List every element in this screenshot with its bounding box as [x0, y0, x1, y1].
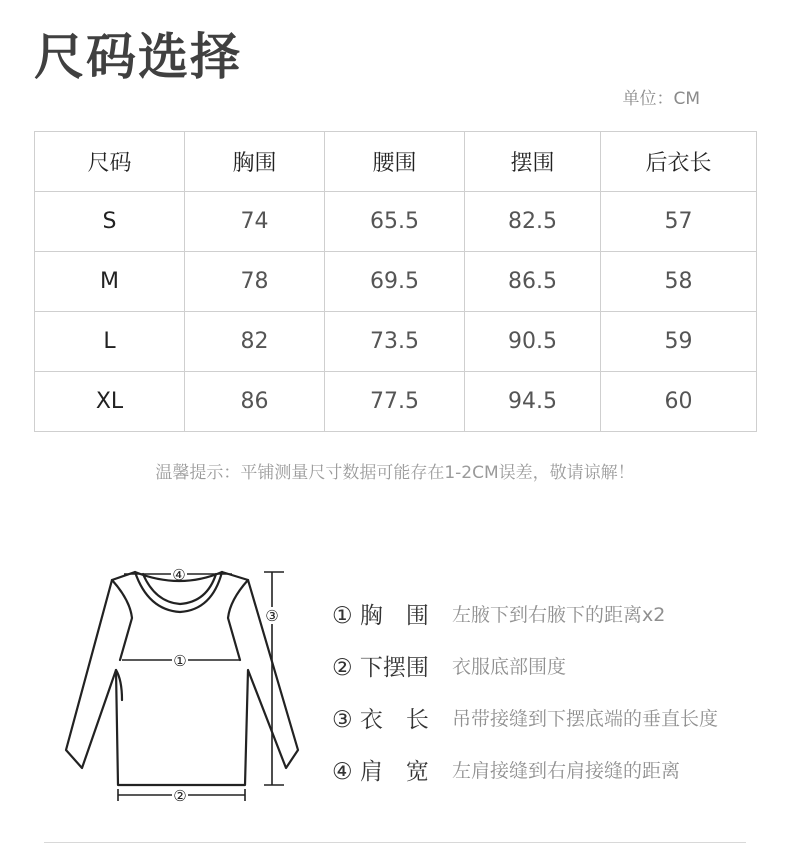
table-cell: 74: [185, 192, 325, 252]
header-waist: 腰围: [325, 132, 465, 192]
header-hem: 摆围: [465, 132, 601, 192]
header-chest: 胸围: [185, 132, 325, 192]
table-cell: 82.5: [465, 192, 601, 252]
legend-item: [332, 691, 718, 743]
table-cell: 57: [601, 192, 757, 252]
legend-item-description: 吊带接缝到下摆底端的垂直长度: [452, 707, 719, 730]
table-cell: 60: [601, 372, 757, 432]
table-cell: 69.5: [325, 252, 465, 312]
legend-item-description: 衣服底部围度: [452, 655, 567, 678]
marker-3: ③: [265, 607, 279, 625]
marker-4: ④: [172, 566, 186, 584]
table-cell: 78: [185, 252, 325, 312]
legend-item-label: ④ 肩 宽: [332, 758, 429, 785]
garment-diagram: [60, 560, 320, 810]
table-cell: XL: [35, 372, 185, 432]
legend-item-description: 左腋下到右腋下的距离x2: [452, 603, 666, 626]
header-back-length: 后衣长: [601, 132, 757, 192]
unit-label: 单位：CM: [622, 89, 700, 109]
legend-item-label: ③ 衣 长: [332, 706, 429, 733]
legend-item: [332, 743, 718, 795]
shirt-outline: [66, 572, 298, 785]
table-cell: 94.5: [465, 372, 601, 432]
measurement-legend: [332, 587, 718, 795]
table-cell: 86: [185, 372, 325, 432]
table-cell: 82: [185, 312, 325, 372]
table-cell: 58: [601, 252, 757, 312]
table-header-row: [35, 132, 757, 192]
page-title: 尺码选择: [34, 28, 242, 86]
table-row: [35, 252, 757, 312]
legend-item-label: ② 下摆围: [332, 654, 429, 681]
table-cell: 65.5: [325, 192, 465, 252]
size-table: [34, 131, 757, 432]
marker-1: ①: [173, 652, 187, 670]
table-row: [35, 312, 757, 372]
marker-2: ②: [173, 787, 187, 805]
legend-item: [332, 587, 718, 639]
table-cell: L: [35, 312, 185, 372]
header-size: 尺码: [35, 132, 185, 192]
legend-item: [332, 639, 718, 691]
table-cell: 86.5: [465, 252, 601, 312]
table-cell: 73.5: [325, 312, 465, 372]
legend-item-label: ① 胸 围: [332, 602, 429, 629]
table-row: [35, 192, 757, 252]
footer-divider: [44, 842, 746, 843]
table-cell: 77.5: [325, 372, 465, 432]
legend-item-description: 左肩接缝到右肩接缝的距离: [452, 759, 681, 782]
measurement-tip: 温馨提示：平铺测量尺寸数据可能存在1-2CM误差，敬请谅解！: [155, 463, 635, 483]
table-cell: M: [35, 252, 185, 312]
table-cell: 59: [601, 312, 757, 372]
table-row: [35, 372, 757, 432]
table-cell: 90.5: [465, 312, 601, 372]
table-cell: S: [35, 192, 185, 252]
